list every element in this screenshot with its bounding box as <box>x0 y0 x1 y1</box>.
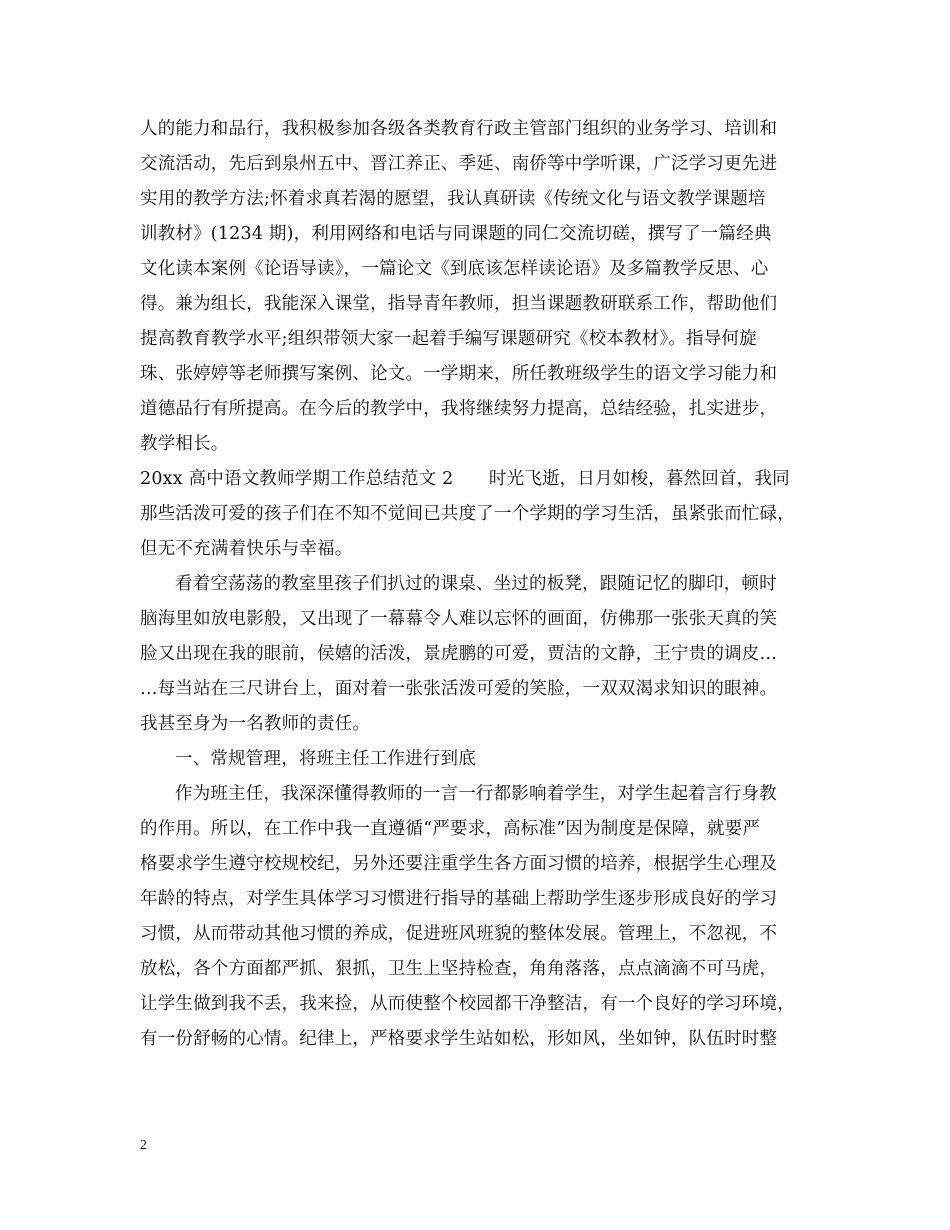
text-line: 脑海里如放电影般，又出现了一幕幕令人难以忘怀的画面，仿佛那一张张天真的笑 <box>140 609 778 629</box>
text-line: 道德品行有所提高。在今后的教学中，我将继续努力提高，总结经验，扎实进步， <box>140 399 778 419</box>
text-line: 作为班主任，我深深懂得教师的一言一行都影响着学生，对学生起着言行身教 <box>175 784 777 804</box>
text-line: 但无不充满着快乐与幸福。 <box>140 539 353 559</box>
text-line: 交流活动，先后到泉州五中、晋江养正、季延、南侨等中学听课，广泛学习更先进 <box>140 154 778 174</box>
text-line: 训教材》(1234 期)，利用网络和电话与同课题的同仁交流切磋，撰写了一篇经典 <box>140 224 772 244</box>
text-line: 教学相长。 <box>140 434 229 454</box>
text-line: 有一份舒畅的心情。纪律上，严格要求学生站如松，形如风，坐如钟，队伍时时整 <box>140 1029 778 1049</box>
section-heading: 一、常规管理，将班主任工作进行到底 <box>175 749 476 769</box>
text-line: 脸又出现在我的眼前，侯嬉的活泼，景虎鹏的可爱，贾洁的文静，王宁贵的调皮… <box>140 644 778 664</box>
text-line: 我甚至身为一名教师的责任。 <box>140 714 371 734</box>
text-line: 那些活泼可爱的孩子们在不知不觉间已共度了一个学期的学习生活，虽紧张而忙碌， <box>140 504 795 524</box>
text-line: 让学生做到我不丢，我来捡，从而使整个校园都干净整洁，有一个良好的学习环境， <box>140 994 795 1014</box>
text-line: 人的能力和品行，我积极参加各级各类教育行政主管部门组织的业务学习、培训和 <box>140 119 778 139</box>
text-line: 20xx 高中语文教师学期工作总结范文 2 时光飞逝，日月如梭，暮然回首，我同 <box>140 469 790 489</box>
text-line: 年龄的特点，对学生具体学习习惯进行指导的基础上帮助学生逐步形成良好的学习 <box>140 889 778 909</box>
page-number: 2 <box>140 1138 147 1153</box>
text-line: …每当站在三尺讲台上，面对着一张张活泼可爱的笑脸，一双双渴求知识的眼神。 <box>140 679 778 699</box>
text-line: 文化读本案例《论语导读》，一篇论文《到底该怎样读论语》及多篇教学反思、心 <box>140 259 769 279</box>
text-line: 珠、张婷婷等老师撰写案例、论文。一学期来，所任教班级学生的语文学习能力和 <box>140 364 778 384</box>
text-line: 放松，各个方面都严抓、狠抓，卫生上坚持检查，角角落落，点点滴滴不可马虎， <box>140 959 778 979</box>
text-line: 看着空荡荡的教室里孩子们扒过的课桌、坐过的板凳，跟随记忆的脚印，顿时 <box>175 574 777 594</box>
text-line: 得。兼为组长，我能深入课堂，指导青年教师，担当课题教研联系工作，帮助他们 <box>140 294 778 314</box>
text-line: 实用的教学方法;怀着求真若渴的愿望，我认真研读《传统文化与语文教学课题培 <box>140 189 766 209</box>
text-line: 提高教育教学水平;组织带领大家一起着手编写课题研究《校本教材》。指导何旋 <box>140 329 757 349</box>
text-line: 的作用。所以，在工作中我一直遵循“严要求，高标准”因为制度是保障，就要严 <box>140 819 761 839</box>
text-line: 格要求学生遵守校规校纪，另外还要注重学生各方面习惯的培养，根据学生心理及 <box>140 854 778 874</box>
text-line: 习惯，从而带动其他习惯的养成，促进班风班貌的整体发展。管理上，不忽视，不 <box>140 924 778 944</box>
